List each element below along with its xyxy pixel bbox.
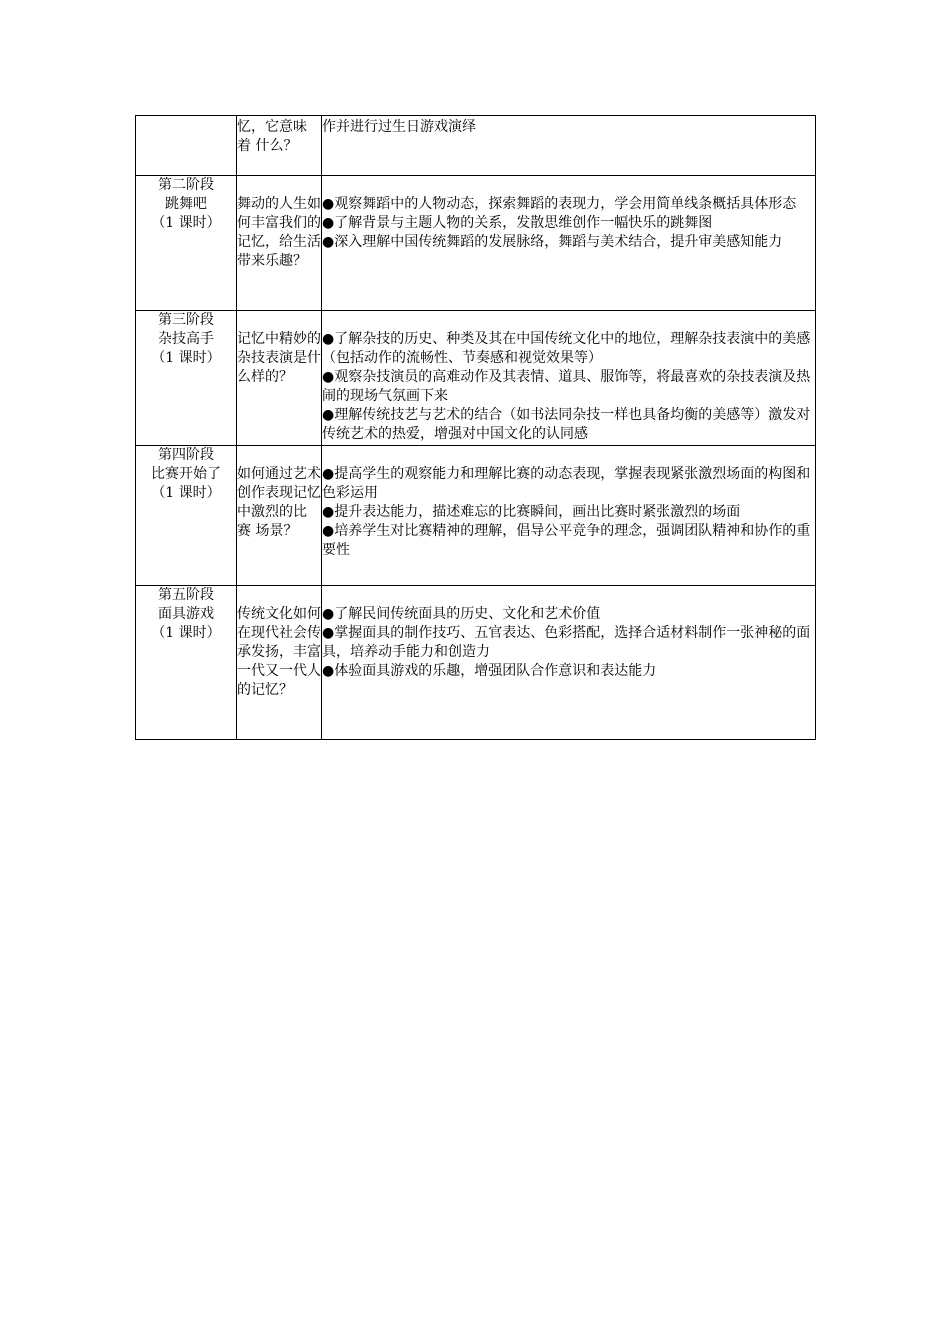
- goals-cell: [322, 586, 816, 740]
- stage-lessons: （1 课时）: [151, 215, 221, 231]
- goal-item: ●了解民间传统面具的历史、文化和艺术价值: [322, 606, 601, 622]
- stage-name: 第五阶段: [158, 587, 214, 603]
- goal-item: ●理解传统技艺与艺术的结合（如书法同杂技一样也具备均衡的美感等）激发对传统艺术的热爱，增强对中国文化的认同感: [322, 407, 811, 442]
- goal-item: ●体验面具游戏的乐趣，增强团队合作意识和表达能力: [322, 663, 657, 679]
- table-row: [136, 446, 816, 586]
- goal-item: ●提升表达能力，描述难忘的比赛瞬间，画出比赛时紧张激烈的场面: [322, 504, 741, 520]
- question-cell: 如何通过艺术创作表现记忆中激烈的比 赛 场景？: [237, 446, 322, 586]
- goal-item: ●深入理解中国传统舞蹈的发展脉络，舞蹈与美术结合，提升审美感知能力: [322, 234, 783, 250]
- question-cell: 记忆中精妙的杂技表演是什么样的？: [237, 311, 322, 446]
- stage-lessons: （1 课时）: [151, 625, 221, 641]
- goal-item: ●掌握面具的制作技巧、五官表达、色彩搭配，选择合适材料制作一张神秘的面具，培养动手能力和创造力: [322, 625, 811, 660]
- goal-item: ●观察杂技演员的高难动作及其表情、道具、服饰等，将最喜欢的杂技表演及热闹的现场气氛画下来: [322, 369, 811, 404]
- stage-cell: [136, 586, 237, 740]
- goal-item: ●观察舞蹈中的人物动态，探索舞蹈的表现力，学会用简单线条概括具体形态: [322, 196, 797, 212]
- lesson-plan-table: [135, 115, 816, 740]
- stage-cell: [136, 446, 237, 586]
- goal-item: 作并进行过生日游戏演绎: [322, 119, 476, 135]
- goal-item: ●提高学生的观察能力和理解比赛的动态表现，掌握表现紧张激烈场面的构图和色彩运用: [322, 466, 811, 501]
- table-row: [136, 116, 816, 176]
- goals-cell: [322, 311, 816, 446]
- goals-cell: [322, 116, 816, 176]
- stage-cell: [136, 311, 237, 446]
- table-row: [136, 311, 816, 446]
- stage-cell: [136, 176, 237, 311]
- stage-title: 面具游戏: [158, 606, 214, 622]
- stage-name: 第二阶段: [158, 177, 214, 193]
- goal-item: ●培养学生对比赛精神的理解，倡导公平竞争的理念，强调团队精神和协作的重要性: [322, 523, 811, 558]
- goal-item: ●了解杂技的历史、种类及其在中国传统文化中的地位，理解杂技表演中的美感（包括动作的流畅性、节奏感和视觉效果等）: [322, 331, 811, 366]
- table-row: [136, 586, 816, 740]
- stage-lessons: （1 课时）: [151, 350, 221, 366]
- stage-title: 杂技高手: [158, 331, 214, 347]
- goals-cell: [322, 176, 816, 311]
- goal-item: ●了解背景与主题人物的关系，发散思维创作一幅快乐的跳舞图: [322, 215, 713, 231]
- question-cell: 舞动的人生如何丰富我们的记忆，给生活带来乐趣？: [237, 176, 322, 311]
- stage-name: 第三阶段: [158, 312, 214, 328]
- stage-cell: [136, 116, 237, 176]
- stage-name: 第四阶段: [158, 447, 214, 463]
- question-cell: 传统文化如何在现代社会传承发扬，丰富一代又一代人的记忆？: [237, 586, 322, 740]
- stage-title: 跳舞吧: [165, 196, 207, 212]
- stage-lessons: （1 课时）: [151, 485, 221, 501]
- stage-title: 比赛开始了: [151, 466, 221, 482]
- question-cell: 忆，它意味 着 什么？: [237, 116, 322, 176]
- goals-cell: [322, 446, 816, 586]
- table-row: [136, 176, 816, 311]
